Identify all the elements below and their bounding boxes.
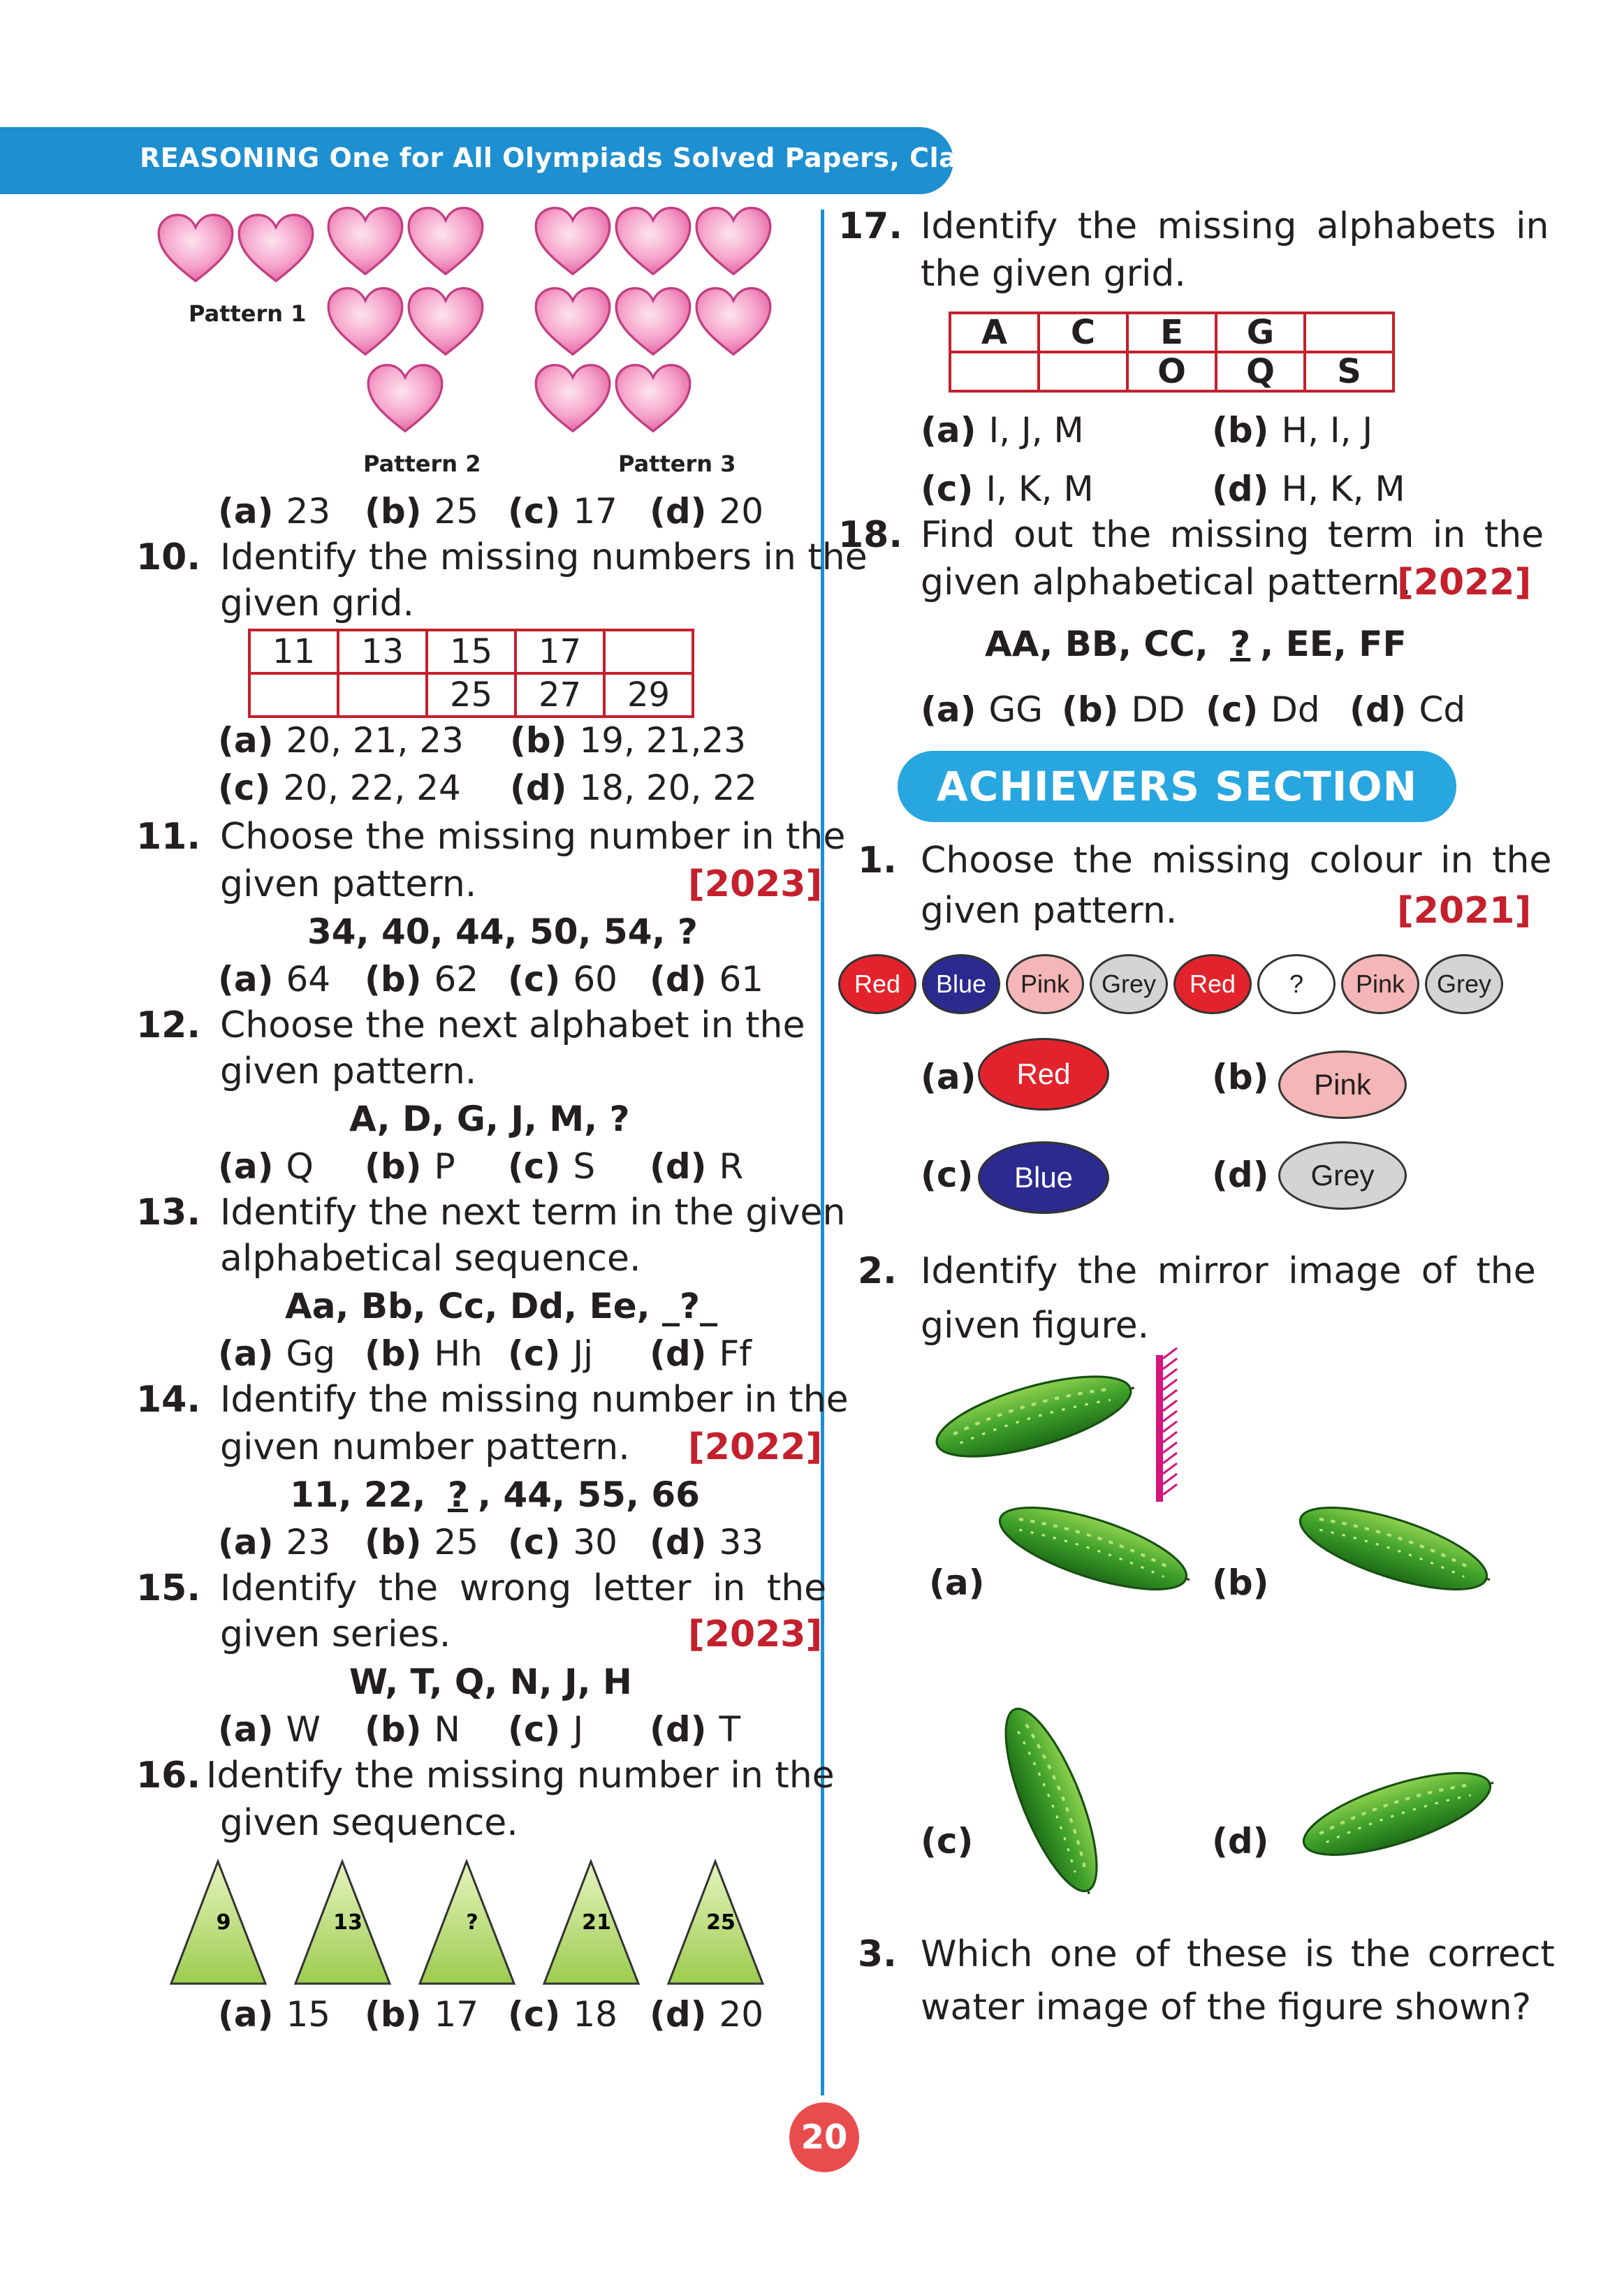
mirror-option-b[interactable]: (b)	[1212, 1562, 1269, 1603]
heart-icon	[409, 208, 483, 274]
option-b[interactable]: (b) 62	[365, 959, 479, 1000]
year-tag: [2021]	[1397, 890, 1532, 932]
option-d[interactable]: (d) Ff	[650, 1333, 752, 1374]
question-11-number: 11.	[136, 816, 201, 858]
option-a[interactable]: (a) I, J, M	[921, 410, 1084, 451]
letter-series: A, D, G, J, M, ?	[349, 1099, 630, 1139]
achievers-section-banner: ACHIEVERS SECTION	[898, 751, 1456, 822]
question-14-text: given number pattern.	[220, 1426, 630, 1468]
question-17-number: 17.	[838, 205, 903, 247]
colour-oval-pink: Pink	[1341, 954, 1419, 1014]
option-d[interactable]: (d) H, K, M	[1212, 469, 1405, 509]
question-13-text: alphabetical sequence.	[220, 1238, 641, 1280]
heart-icon	[328, 288, 402, 355]
question-17-text: the given grid.	[921, 253, 1186, 295]
letter-series: Aa, Bb, Cc, Dd, Ee, _?_	[285, 1286, 718, 1326]
achievers-question-2-number: 2.	[858, 1250, 897, 1292]
option-d[interactable]: (d) 18, 20, 22	[510, 768, 757, 808]
option-b-key[interactable]: (b)	[1212, 1057, 1269, 1097]
option-d[interactable]: (d) Cd	[1349, 689, 1466, 730]
heart-icon	[696, 208, 770, 274]
question-18-text: given alphabetical pattern.	[921, 562, 1412, 603]
mirror-option-c[interactable]: (c)	[921, 1821, 974, 1861]
triangle-label: 21	[582, 1910, 611, 1935]
series-blank: ?	[1230, 624, 1251, 664]
question-15-number: 15.	[136, 1567, 201, 1609]
option-d[interactable]: (d) T	[650, 1709, 741, 1750]
page-number: 20	[789, 2102, 859, 2172]
triangle-4	[544, 1861, 638, 1984]
question-12-number: 12.	[136, 1004, 201, 1046]
option-b[interactable]: (b) 25	[365, 491, 479, 532]
number-series: 34, 40, 44, 50, 54, ?	[307, 912, 698, 952]
year-tag: [2023]	[688, 1613, 823, 1655]
option-a[interactable]: (a) GG	[921, 689, 1043, 730]
option-d[interactable]: (d) 61	[650, 959, 764, 1000]
column-divider	[821, 210, 824, 2095]
heart-icon	[239, 215, 313, 281]
achievers-question-1-text: given pattern.	[921, 890, 1178, 932]
achievers-question-3-text: Which one of these is the correct	[921, 1933, 1555, 1975]
option-b[interactable]: (b) H, I, J	[1212, 410, 1373, 451]
triangle-label: 25	[706, 1910, 736, 1935]
year-tag: [2023]	[688, 863, 823, 905]
option-c[interactable]: (c) S	[508, 1146, 596, 1187]
option-d[interactable]: (d) R	[650, 1146, 744, 1187]
option-c[interactable]: (c) 17	[508, 491, 617, 532]
letter-series: AA, BB, CC, ? , EE, FF	[985, 624, 1407, 664]
mirror-option-a[interactable]: (a)	[929, 1562, 985, 1603]
colour-oval-pink: Pink	[1006, 954, 1084, 1014]
heart-icon	[536, 208, 610, 274]
number-grid: 11 13 15 17 25 27 29	[248, 629, 694, 718]
option-c[interactable]: (c) 30	[508, 1522, 617, 1562]
question-18-text: Find out the missing term in the	[921, 514, 1544, 556]
achievers-question-1-number: 1.	[858, 840, 897, 881]
triangle-label: 13	[333, 1910, 363, 1935]
question-16-number: 16.	[136, 1755, 201, 1796]
option-a[interactable]: (a) 15	[218, 1994, 331, 2035]
number-series: 11, 22, ? , 44, 55, 66	[290, 1474, 700, 1515]
heart-icon	[328, 208, 402, 274]
option-a[interactable]: (a) 23	[218, 1522, 331, 1562]
achievers-question-2-text: given figure.	[921, 1305, 1150, 1347]
option-c-key[interactable]: (c)	[921, 1155, 974, 1195]
question-17-text: Identify the missing alphabets in	[921, 205, 1549, 247]
option-d-grey-oval[interactable]: Grey	[1278, 1141, 1407, 1210]
pattern-1-label: Pattern 1	[189, 300, 307, 327]
triangle-label: ?	[466, 1910, 478, 1935]
option-a[interactable]: (a) 23	[218, 491, 331, 532]
achievers-question-2-text: Identify the mirror image of the	[921, 1250, 1536, 1292]
option-b[interactable]: (b) N	[365, 1709, 460, 1750]
option-b[interactable]: (b) DD	[1062, 689, 1185, 730]
heart-icon	[536, 288, 610, 355]
option-b[interactable]: (b) 17	[365, 1994, 479, 2035]
question-13-number: 13.	[136, 1192, 201, 1233]
question-10-text: Identify the missing numbers in the	[220, 536, 868, 578]
option-d[interactable]: (d) 33	[650, 1522, 764, 1562]
colour-oval-grey: Grey	[1090, 954, 1168, 1014]
heart-icon	[696, 288, 770, 355]
pattern-2-label: Pattern 2	[363, 451, 481, 477]
option-c[interactable]: (c) Jj	[508, 1333, 593, 1374]
question-14-text: Identify the missing number in the	[220, 1379, 849, 1421]
question-13-text: Identify the next term in the given	[220, 1192, 846, 1233]
colour-oval-red: Red	[838, 954, 916, 1014]
mirror-option-d[interactable]: (d)	[1212, 1821, 1269, 1861]
option-d-key[interactable]: (d)	[1212, 1155, 1269, 1195]
option-c[interactable]: (c) 20, 22, 24	[218, 768, 461, 808]
option-c-blue-oval[interactable]: Blue	[978, 1141, 1109, 1214]
colour-oval-grey: Grey	[1425, 954, 1503, 1014]
triangle-2	[295, 1861, 390, 1984]
letter-grid: A C E G O Q S	[949, 312, 1395, 393]
option-b[interactable]: (b) Hh	[365, 1333, 483, 1374]
heart-icon	[536, 365, 610, 432]
achievers-question-1-text: Choose the missing colour in the	[921, 840, 1552, 881]
header-bar	[0, 127, 1020, 194]
option-b[interactable]: (b) P	[365, 1146, 455, 1187]
question-14-number: 14.	[136, 1379, 201, 1421]
heart-icon	[616, 288, 690, 355]
cucumber-icon	[988, 1699, 1116, 1905]
option-c[interactable]: (c) J	[508, 1709, 584, 1750]
option-a-red-oval[interactable]: Red	[978, 1038, 1109, 1111]
option-d[interactable]: (d) 20	[650, 491, 764, 532]
option-c[interactable]: (c) I, K, M	[921, 469, 1094, 509]
hearts-pattern-figure	[140, 203, 810, 482]
question-11-text: Choose the missing number in the	[220, 816, 846, 858]
question-16-text: Identify the missing number in the	[206, 1755, 835, 1796]
cucumber-icon	[991, 1491, 1198, 1607]
cucumber-icon	[1295, 1755, 1502, 1872]
option-c[interactable]: (c) 18	[508, 1994, 617, 2035]
triangle-1	[171, 1861, 265, 1984]
option-a[interactable]: (a) 20, 21, 23	[218, 720, 464, 761]
heart-icon	[409, 288, 483, 355]
question-16-text: given sequence.	[220, 1802, 518, 1844]
option-b-pink-oval[interactable]: Pink	[1278, 1051, 1407, 1119]
triangle-sequence-figure	[168, 1858, 775, 1991]
heart-icon	[616, 365, 690, 432]
heart-icon	[616, 208, 690, 274]
question-11-text: given pattern.	[220, 863, 477, 905]
triangle-3	[420, 1861, 514, 1984]
triangle-label: 9	[216, 1910, 231, 1935]
year-tag: [2022]	[688, 1426, 823, 1468]
question-15-text: Identify the wrong letter in the	[220, 1567, 827, 1609]
achievers-question-3-number: 3.	[858, 1933, 897, 1975]
option-b[interactable]: (b) 25	[365, 1522, 479, 1562]
question-15-text: given series.	[220, 1613, 451, 1655]
question-10-number: 10.	[136, 536, 201, 578]
mirror-icon	[1156, 1348, 1177, 1502]
cucumber-icon	[1292, 1491, 1498, 1607]
option-c[interactable]: (c) 60	[508, 959, 617, 1000]
heart-icon	[368, 365, 442, 432]
cucumber-icon	[929, 1359, 1142, 1473]
triangle-5	[668, 1861, 763, 1984]
option-b[interactable]: (b) 19, 21,23	[510, 720, 747, 761]
question-18-number: 18.	[838, 514, 903, 556]
option-a[interactable]: (a) 64	[218, 959, 331, 1000]
option-d[interactable]: (d) 20	[650, 1994, 764, 2035]
question-12-text: given pattern.	[220, 1051, 477, 1092]
option-c[interactable]: (c) Dd	[1206, 689, 1320, 730]
option-a-key[interactable]: (a)	[921, 1057, 976, 1097]
option-a[interactable]: (a) Q	[218, 1146, 314, 1187]
heart-icon	[159, 215, 233, 281]
header-title: REASONING One for All Olympiads Solved Papers, Class-3	[140, 142, 1020, 173]
option-a[interactable]: (a) W	[218, 1709, 321, 1750]
year-tag: [2022]	[1397, 562, 1532, 603]
colour-oval-blue: Blue	[922, 954, 1000, 1014]
option-a[interactable]: (a) Gg	[218, 1333, 335, 1374]
series-blank: ?	[447, 1474, 468, 1515]
pattern-3-label: Pattern 3	[618, 451, 736, 477]
colour-oval-missing: ?	[1257, 954, 1336, 1014]
letter-series: W, T, Q, N, J, H	[349, 1662, 632, 1702]
question-12-text: Choose the next alphabet in the	[220, 1004, 805, 1046]
achievers-question-3-text: water image of the figure shown?	[921, 1986, 1532, 2028]
question-10-text: given grid.	[220, 583, 415, 624]
colour-oval-red: Red	[1173, 954, 1252, 1014]
